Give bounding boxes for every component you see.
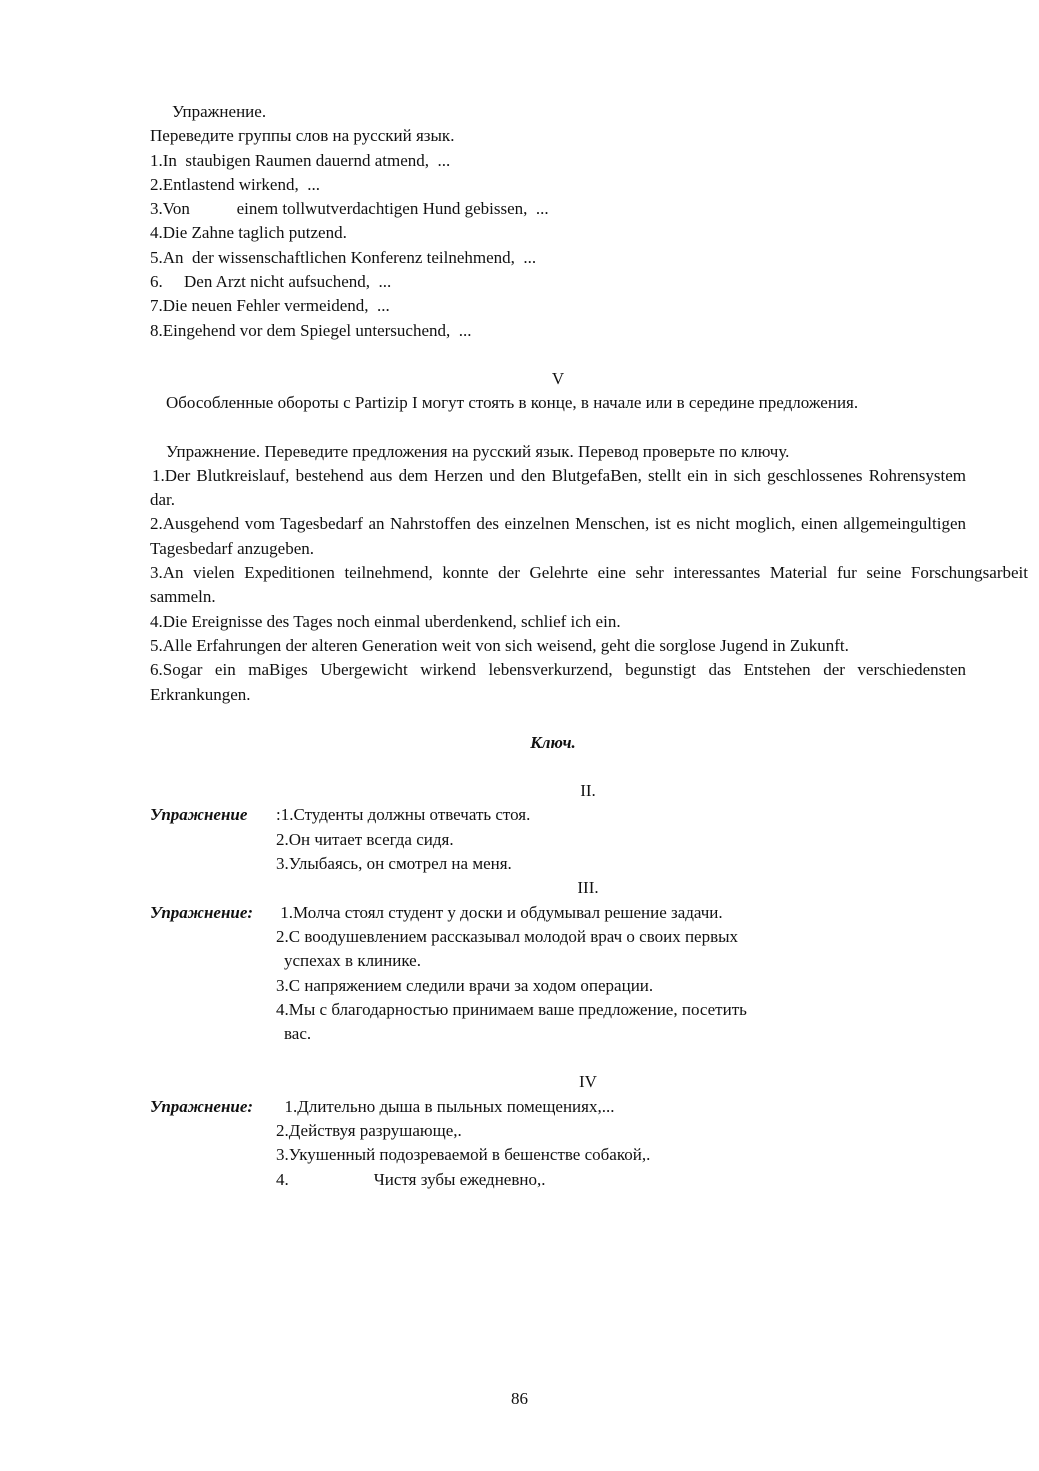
answer-text: успехах в клинике. xyxy=(284,951,421,971)
sentence-item: 5.Alle Erfahrungen der alteren Generation weit von sich weisend, geht die sorglose Jugend in Zukunft. xyxy=(150,635,849,655)
page-number: 86 xyxy=(511,1389,528,1408)
list-item: 4.Die Zahne taglich putzend. xyxy=(150,223,347,243)
answer-text: :1.Студенты должны отвечать стоя. xyxy=(276,805,531,825)
answer-text: 2.Действуя разрушающе,. xyxy=(276,1120,462,1140)
answer-text: 3.Улыбаясь, он смотрел на меня. xyxy=(276,854,512,874)
sentence-item: 6.Sogar ein maBiges Ubergewicht wirkend lebensverkurzend, begunstigt das Entstehen der verschiedensten Erkrankungen. xyxy=(150,660,966,704)
exercise-title: Упражнение. xyxy=(172,102,267,121)
key-answer-row xyxy=(150,803,966,827)
list-item: 7.Die neuen Fehler vermeidend, ... xyxy=(150,296,390,316)
section-heading: II. xyxy=(580,781,596,801)
sentence-item: 4.Die Ereignisse des Tages noch einmal uberdenkend, schlief ich ein. xyxy=(150,611,621,631)
key-answer-row xyxy=(150,901,966,925)
answer-text: 4. Чистя зубы ежедневно,. xyxy=(276,1169,546,1189)
exercise-instruction: Переведите группы слов на русский язык. xyxy=(150,126,455,146)
sentence-item: 2.Ausgehend vom Tagesbedarf an Nahrstoffen des einzelnen Menschen, ist es nicht moglich, einen allgemeingultigen Tagesbedarf anzugeben. xyxy=(150,514,966,558)
list-item: 8.Eingehend vor dem Spiegel untersuchend, ... xyxy=(150,320,472,340)
grammar-note: Обособленные обороты с Partizip I могут стоять в конце, в начале или в середине предложения. xyxy=(166,393,859,413)
exercise-label: Упражнение: xyxy=(150,902,254,922)
exercise-label: Упражнение: xyxy=(150,1096,254,1116)
answer-text: 1.Длительно дыша в пыльных помещениях,... xyxy=(276,1096,615,1116)
section-heading: III. xyxy=(577,878,599,898)
list-item: 2.Entlastend wirkend, ... xyxy=(150,174,320,194)
answer-text: 2.С воодушевлением рассказывал молодой врач о своих первых xyxy=(276,926,739,946)
exercise-title: Упражнение. Переведите предложения на русский язык. Перевод проверьте по ключу. xyxy=(166,441,790,461)
page-body xyxy=(150,100,1028,1192)
sentence-item: 1.Der Blutkreislauf, bestehend aus dem Herzen und den BlutgefaBen, stellt ein in sich geschlossenes Rohrensystem dar. xyxy=(150,465,966,510)
answer-text: 1.Молча стоял студент у доски и обдумывал решение задачи. xyxy=(276,902,723,922)
list-item: 1.In staubigen Raumen dauernd atmend, ... xyxy=(150,150,451,170)
section-heading: IV xyxy=(579,1072,597,1092)
list-item: 5.An der wissenschaftlichen Konferenz teilnehmend, ... xyxy=(150,247,537,267)
answer-text: 2.Он читает всегда сидя. xyxy=(276,829,454,849)
list-item: 3.Von einem tollwutverdachtigen Hund gebissen, ... xyxy=(150,199,549,219)
list-item: 6. Den Arzt nicht aufsuchend, ... xyxy=(150,272,392,292)
exercise-label: Упражнение xyxy=(150,805,248,825)
key-answer-row xyxy=(150,1095,966,1119)
answer-text: 3.Укушенный подозреваемой в бешенстве собакой,. xyxy=(276,1145,651,1165)
answer-text: вас. xyxy=(284,1024,312,1044)
key-title: Ключ. xyxy=(530,732,576,752)
sentence-item: 3.An vielen Expeditionen teilnehmend, konnte der Gelehrte eine sehr interessantes Material fur seine Forschungsarbeit sammeln. xyxy=(150,563,1028,607)
section-heading: V xyxy=(551,368,565,388)
answer-text: 3.С напряжением следили врачи за ходом операции. xyxy=(276,975,654,995)
answer-text: 4.Мы с благодарностью принимаем ваше предложение, посетить xyxy=(276,999,747,1019)
